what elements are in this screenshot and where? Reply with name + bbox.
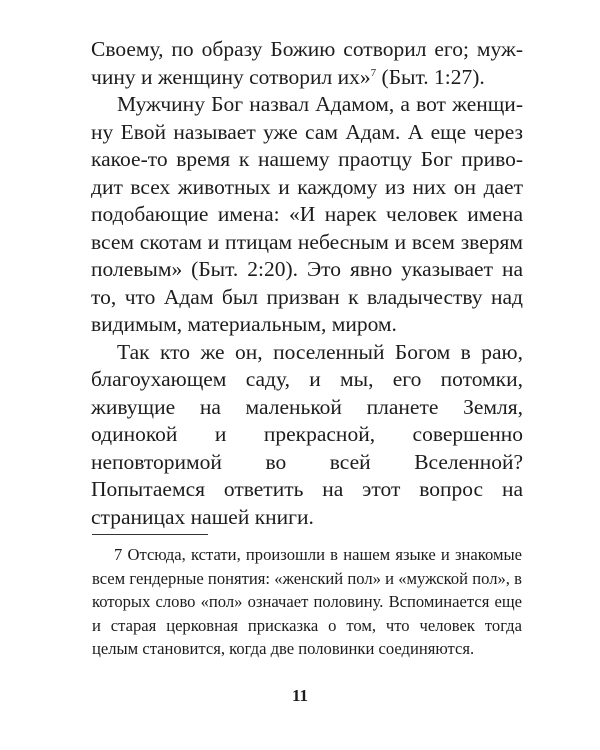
footnote: 7 Отсюда, кстати, произошли в нашем языке и знакомые всем гендерные понятия: «женский пол» и «мужской пол», в которых слово «пол» означает половину. Вспоминается еще и старая церковная присказка о том, что человек тогда целым становится, когда две половинки соединяются. [92,545,522,658]
paragraph-3: Так кто же он, поселенный Богом в раю, благоухающем саду, и мы, его потомки, живущие на маленькой планете Земля, одинокой и прекрасной, совершенно неповторимой во всей Вселенной? Попытаемся ответить на этот вопрос на страницах нашей книги. [91,339,523,529]
paragraph-1-citation: (Быт. 1:27). [376,64,485,89]
main-text [91,36,523,531]
page-number: 11 [291,686,309,705]
footnote-divider [92,534,208,535]
paragraph-2: Мужчину Бог назвал Адамом, а вот женщину Евой называет уже сам Адам. А еще через какое-то время к нашему праотцу Бог приводит всех животных и каждому из них он дает подобающие имена: «И нарек человек имена всем скотам и птицам небесным и всем зверям полевым» (Быт. 2:20). Это явно указывает на то, что Адам был призван к владычеству над видимым, материальным, миром. [91,92,523,336]
paragraph-1-text: Своему, по образу Божию сотворил его; мужчину и женщину сотворил их» [91,37,523,89]
paragraph-1 [91,36,523,91]
footnote-reference: 7 [370,66,377,79]
